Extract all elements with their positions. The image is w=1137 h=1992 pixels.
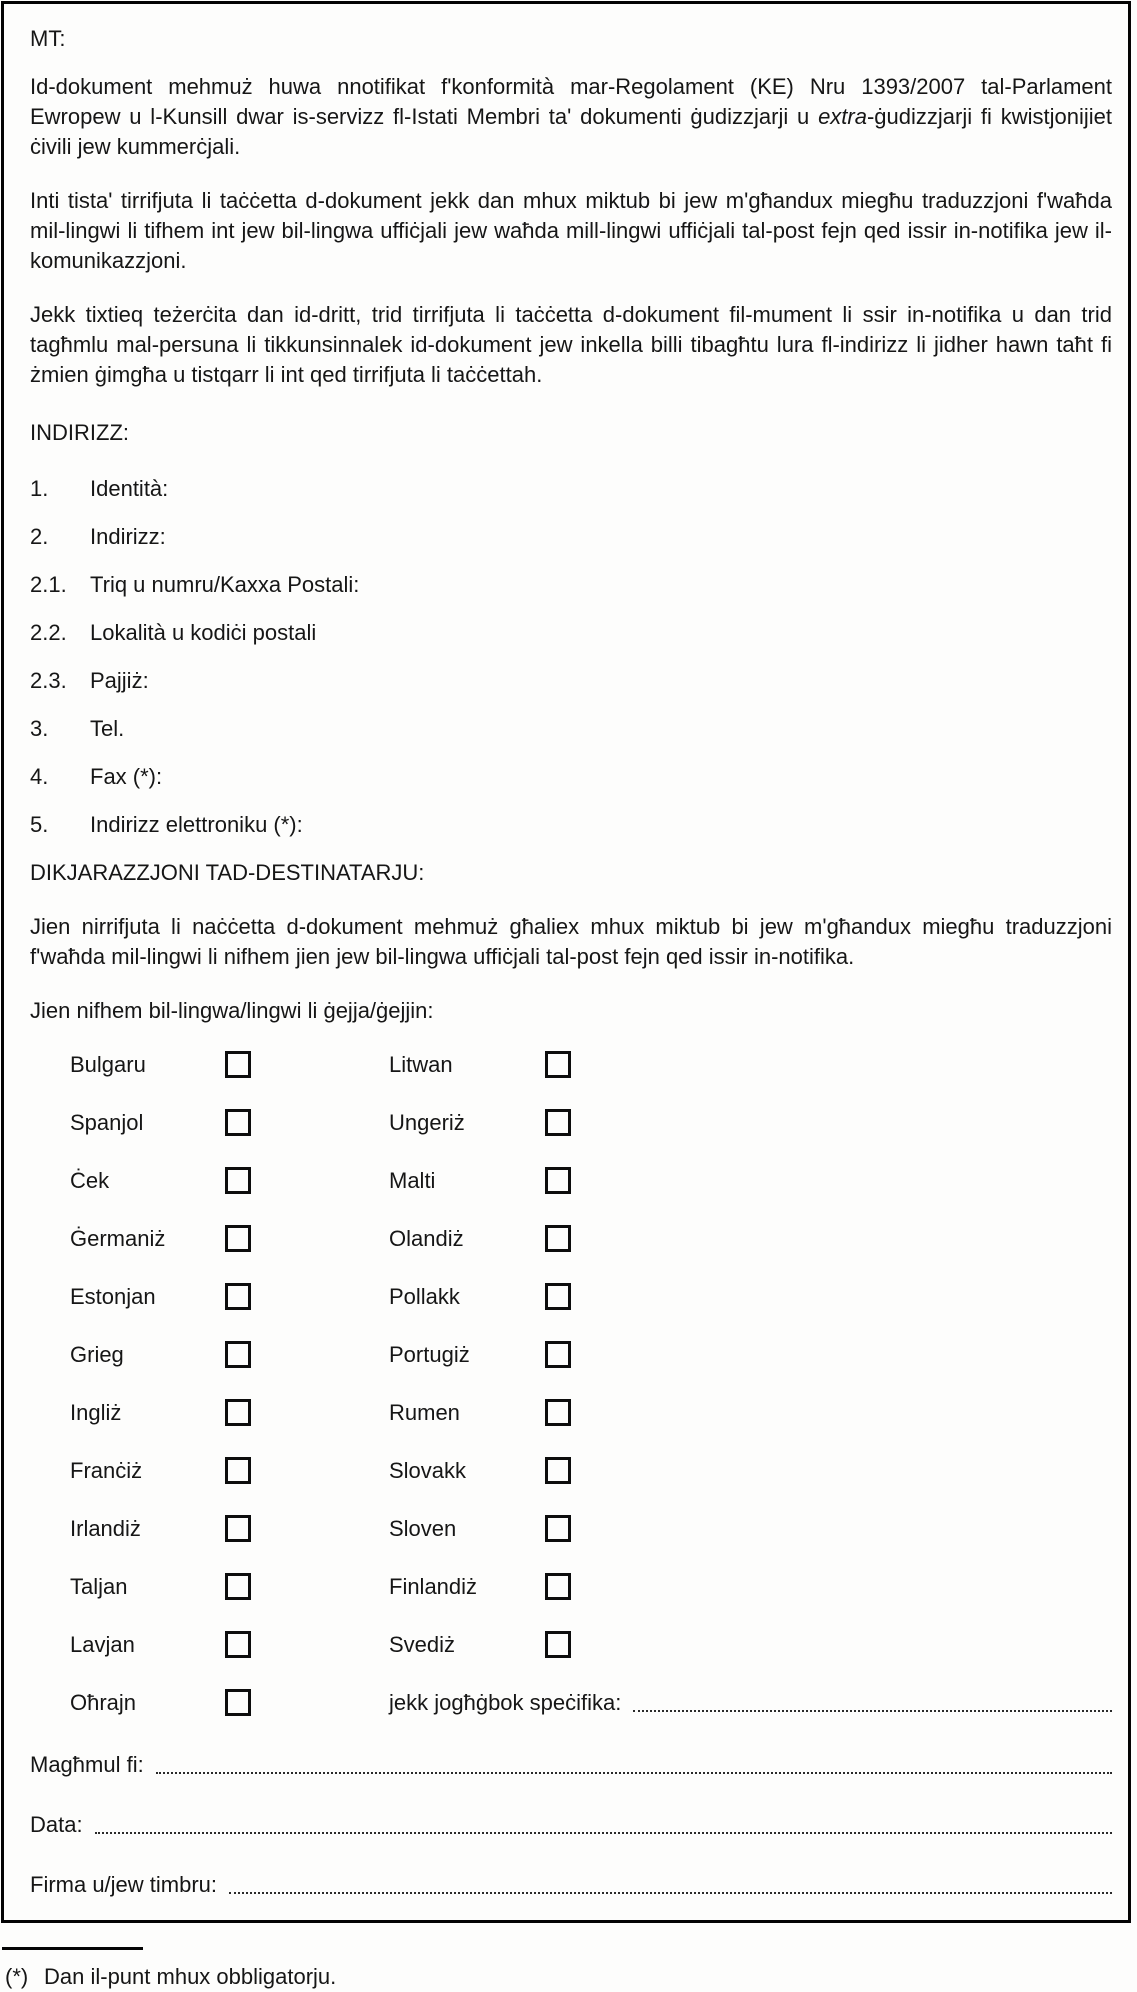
intro-p1-text: Id-dokument mehmuż huwa nnotifikat f'konformità mar-Regolament (KE) Nru 1393/2007 tal-Parlament Ewropew u l-Kunsill dwar is-servizz fl-Istati Membri ta' dokumenti ġudizzjarji u [30,74,1112,129]
item-label: Indirizz: [90,524,166,549]
item-number: 4. [30,764,49,789]
checkbox-svediz[interactable] [545,1631,571,1658]
checkbox-cell [225,1340,389,1373]
date-label: Data: [30,1812,83,1837]
made-at-field [30,1750,1112,1780]
language-label-ohrajn: Oħrajn [70,1690,137,1715]
language-label-ungeriz: Ungeriż [389,1110,465,1135]
form-border-box [1,1,1131,1923]
address-item-tel [30,714,1112,744]
date-dotline[interactable] [95,1832,1112,1834]
item-number: 1. [30,476,49,501]
address-item-street [30,570,1112,600]
language-label-estonjan: Estonjan [70,1284,156,1309]
checkbox-litwan[interactable] [545,1051,571,1078]
intro-p1-italic-word: extra [818,104,867,129]
checkbox-cell [545,1282,1112,1315]
checkbox-cell [545,1456,1112,1489]
declaration-refusal-paragraph: Jien nirrifjuta li naċċetta d-dokument mehmuż għaliex mhux miktub bi jew m'għandux miegħu traduzzjoni f'waħda mil-lingwi li nifhem jien jew bil-lingwa uffiċjali tal-post fejn qed issir in-notifika. [30,914,1112,969]
checkbox-slovakk[interactable] [545,1457,571,1484]
checkbox-franciz[interactable] [225,1457,251,1484]
checkbox-cell [545,1224,1112,1257]
checkbox-cell [545,1050,1112,1083]
address-section-title: INDIRIZZ: [30,420,129,445]
footnote-separator [2,1947,143,1950]
checkbox-estonjan[interactable] [225,1283,251,1310]
language-label-sloven: Sloven [389,1516,457,1541]
item-number: 3. [30,716,49,741]
checkbox-cell [225,1224,389,1257]
other-language-specify-row [389,1688,1112,1718]
checkbox-irlandiz[interactable] [225,1515,251,1542]
checkbox-ohrajn[interactable] [225,1689,251,1716]
checkbox-ungeriz[interactable] [545,1109,571,1136]
item-number: 2.1. [30,572,67,597]
language-label-pollakk: Pollakk [389,1284,460,1309]
date-field [30,1810,1112,1840]
checkbox-germaniz[interactable] [225,1225,251,1252]
specify-label: jekk jogħġbok speċifika: [389,1690,622,1715]
language-label-germaniz: Ġermaniż [70,1226,166,1251]
intro-paragraph-exercise-right: Jekk tixtieq teżerċita dan id-dritt, trid tirrifjuta li taċċetta d-dokument fil-mument li ssir in-notifika u dan trid tagħmlu mal-persuna li tikkunsinnalek id-dokument jew inkella billi tibagħtu lura fl-indirizz li jidher hawn taħt fi żmien ġimgħa u tistqarr li int qed tirrifjuta li taċċettah. [30,302,1112,387]
item-label: Lokalità u kodiċi postali [90,620,317,645]
language-label-taljan: Taljan [70,1574,128,1599]
checkbox-portugiz[interactable] [545,1341,571,1368]
language-label-olandiz: Olandiż [389,1226,464,1251]
language-label-rumen: Rumen [389,1400,460,1425]
checkbox-cell [545,1572,1112,1605]
language-label-finlandiz: Finlandiż [389,1574,478,1599]
checkbox-cell [225,1456,389,1489]
checkbox-grieg[interactable] [225,1341,251,1368]
checkbox-cell [225,1572,389,1605]
language-label-spanjol: Spanjol [70,1110,144,1135]
item-number: 2. [30,524,49,549]
checkbox-cek[interactable] [225,1167,251,1194]
checkbox-cell [225,1166,389,1199]
item-label: Indirizz elettroniku (*): [90,812,303,837]
language-label-slovakk: Slovakk [389,1458,467,1483]
item-number: 5. [30,812,49,837]
checkbox-spanjol[interactable] [225,1109,251,1136]
item-number: 2.3. [30,668,67,693]
footnote-marker: (*) [5,1964,29,1989]
address-item-locality [30,618,1112,648]
checkbox-cell [225,1630,389,1663]
item-label: Triq u numru/Kaxxa Postali: [90,572,360,597]
item-label: Tel. [90,716,125,741]
checkbox-taljan[interactable] [225,1573,251,1600]
checkbox-finlandiz[interactable] [545,1573,571,1600]
signature-dotline[interactable] [229,1892,1112,1894]
checkbox-cell [545,1514,1112,1547]
item-label: Pajjiż: [90,668,149,693]
languages-understood-intro: Jien nifhem bil-lingwa/lingwi li ġejja/ġejjin: [30,998,434,1023]
checkbox-rumen[interactable] [545,1399,571,1426]
intro-p1-text-end: -ġudizzjarji fi kwistjonijiet ċivili jew kummerċjali. [30,104,1112,159]
address-item-address [30,522,1112,552]
address-item-identity [30,474,1112,504]
language-checkbox-grid [30,1050,1112,1746]
language-label-grieg: Grieg [70,1342,124,1367]
language-label-litwan: Litwan [389,1052,453,1077]
checkbox-pollakk[interactable] [545,1283,571,1310]
made-at-label: Magħmul fi: [30,1752,144,1777]
footnote [5,1962,1137,1992]
language-label-cek: Ċek [70,1168,110,1193]
language-label-malti: Malti [389,1168,436,1193]
language-code-label: MT: [30,26,66,51]
checkbox-cell [545,1166,1112,1199]
made-at-dotline[interactable] [156,1772,1112,1774]
address-item-email [30,810,1112,840]
checkbox-olandiz[interactable] [545,1225,571,1252]
language-label-portugiz: Portugiż [389,1342,470,1367]
checkbox-malti[interactable] [545,1167,571,1194]
checkbox-cell [545,1398,1112,1431]
specify-dotline[interactable] [633,1710,1112,1712]
language-label-irlandiz: Irlandiż [70,1516,141,1541]
language-label-franciz: Franċiż [70,1458,143,1483]
intro-paragraph-regulation [30,72,1112,162]
footnote-text: Dan il-punt mhux obbligatorju. [44,1964,337,1989]
item-number: 2.2. [30,620,67,645]
address-item-country [30,666,1112,696]
checkbox-cell [225,1398,389,1431]
checkbox-cell [225,1108,389,1141]
checkbox-cell [545,1340,1112,1373]
document-page [0,1,1137,1992]
intro-paragraph-refusal-right: Inti tista' tirrifjuta li taċċetta d-dokument jekk dan mhux miktub bi jew m'għandux miegħu traduzzjoni f'waħda mil-lingwi li tifhem int jew bil-lingwa uffiċjali jew waħda mill-lingwi uffiċjali tal-post fejn qed issir in-notifika jew il-komunikazzjoni. [30,188,1112,273]
checkbox-cell [225,1688,389,1721]
language-label-ingliz: Ingliż [70,1400,122,1425]
checkbox-cell [225,1050,389,1083]
checkbox-ingliz[interactable] [225,1399,251,1426]
signature-field [30,1870,1112,1900]
checkbox-bulgaru[interactable] [225,1051,251,1078]
checkbox-lavjan[interactable] [225,1631,251,1658]
item-label: Fax (*): [90,764,163,789]
language-label-lavjan: Lavjan [70,1632,135,1657]
checkbox-cell [225,1514,389,1547]
item-label: Identità: [90,476,169,501]
checkbox-sloven[interactable] [545,1515,571,1542]
language-label-svediz: Svediż [389,1632,456,1657]
address-item-fax [30,762,1112,792]
language-label-bulgaru: Bulgaru [70,1052,146,1077]
signature-label: Firma u/jew timbru: [30,1872,218,1897]
checkbox-cell [545,1630,1112,1663]
checkbox-cell [545,1108,1112,1141]
declaration-title: DIKJARAZZJONI TAD-DESTINATARJU: [30,860,425,885]
checkbox-cell [225,1282,389,1315]
